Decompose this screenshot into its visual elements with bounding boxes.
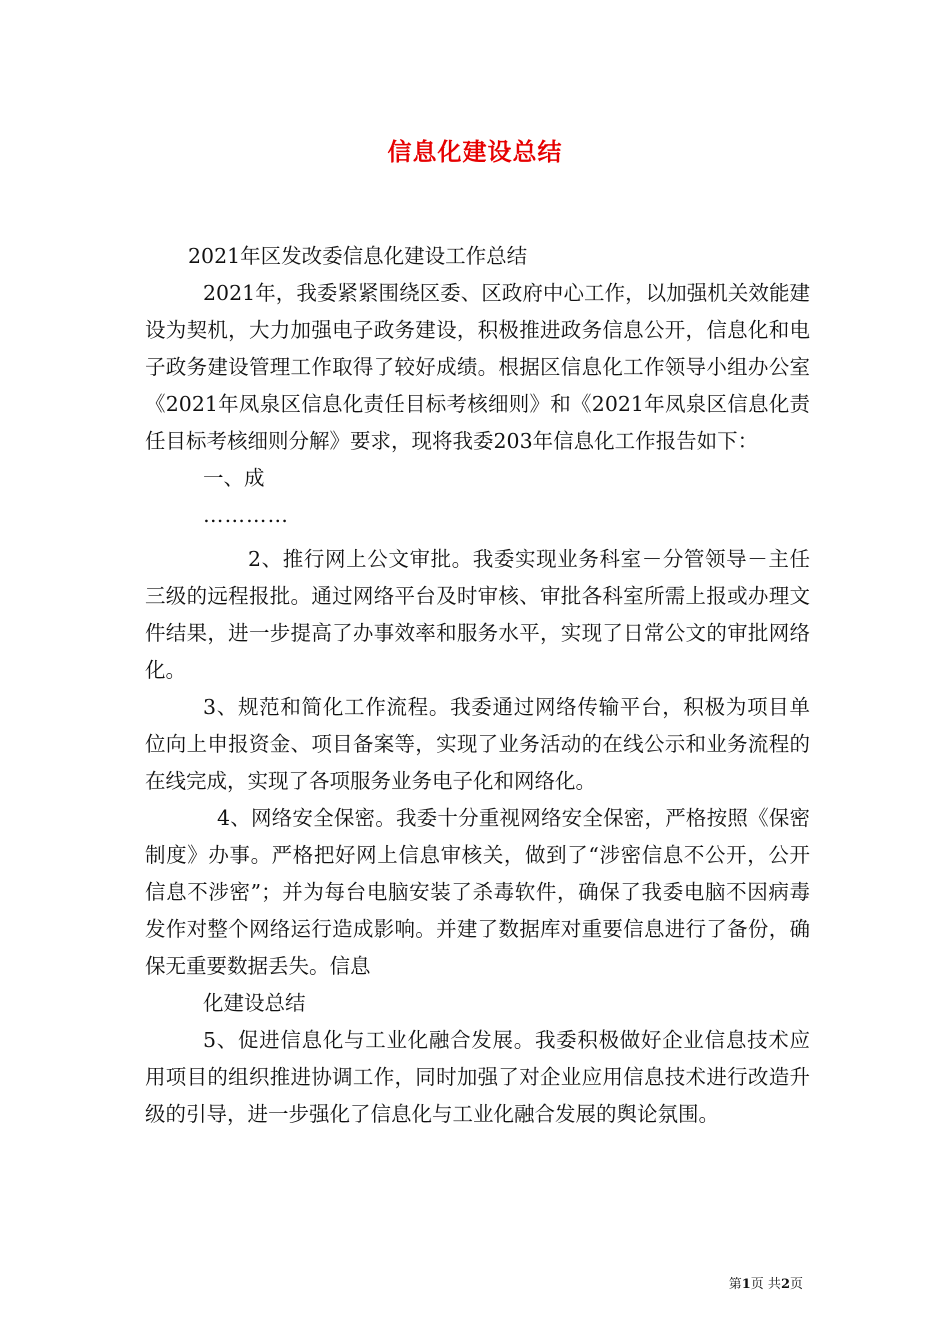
paragraph-item-5: 5、促进信息化与工业化融合发展。我委积极做好企业信息技术应用项目的组织推进协调工作，同时加强了对企业应用信息技术进行改造升级的引导，进一步强化了信息化与工业化融合发展的舆论氛围。 (145, 1028, 810, 1126)
paragraph-continuation: 化建设总结 (203, 991, 306, 1015)
footer-middle: 页 共 (750, 1277, 781, 1292)
paragraph-item-3: 3、规范和简化工作流程。我委通过网络传输平台，积极为项目单位向上申报资金、项目备案等，实现了业务活动的在线公示和业务流程的在线完成，实现了各项服务业务电子化和网络化。 (145, 695, 810, 793)
section-heading-one: 一、成 (203, 466, 265, 490)
page-number-footer (729, 1273, 803, 1292)
paragraph-item-4: 4、网络安全保密。我委十分重视网络安全保密，严格按照《保密制度》办事。严格把好网上信息审核关，做到了“涉密信息不公开，公开信息不涉密”；并为每台电脑安装了杀毒软件，确保了我委电脑不因病毒发作对整个网络运行造成影响。并建了数据库对重要信息进行了备份，确保无重要数据丢失。信息 (145, 806, 810, 978)
footer-total-pages: 2 (780, 1277, 790, 1292)
intro-paragraph: 2021年，我委紧紧围绕区委、区政府中心工作，以加强机关效能建设为契机，大力加强电子政务建设，积极推进政务信息公开，信息化和电子政务建设管理工作取得了较好成绩。根据区信息化工作领导小组办公室《2021年凤泉区信息化责任目标考核细则》和《2021年凤泉区信息化责任目标考核细则分解》要求，现将我委203年信息化工作报告如下： (145, 281, 810, 453)
document-subtitle: 2021年区发改委信息化建设工作总结 (188, 244, 528, 268)
omitted-content-ellipsis: ………… (203, 503, 289, 527)
footer-suffix: 页 (789, 1277, 803, 1292)
document-body (145, 238, 810, 1133)
footer-prefix: 第 (728, 1277, 742, 1292)
document-title: 信息化建设总结 (387, 138, 563, 166)
footer-current-page: 1 (741, 1277, 751, 1292)
paragraph-item-2: 2、推行网上公文审批。我委实现业务科室－分管领导－主任三级的远程报批。通过网络平台及时审核、审批各科室所需上报或办理文件结果，进一步提高了办事效率和服务水平，实现了日常公文的审批网络化。 (145, 547, 810, 682)
